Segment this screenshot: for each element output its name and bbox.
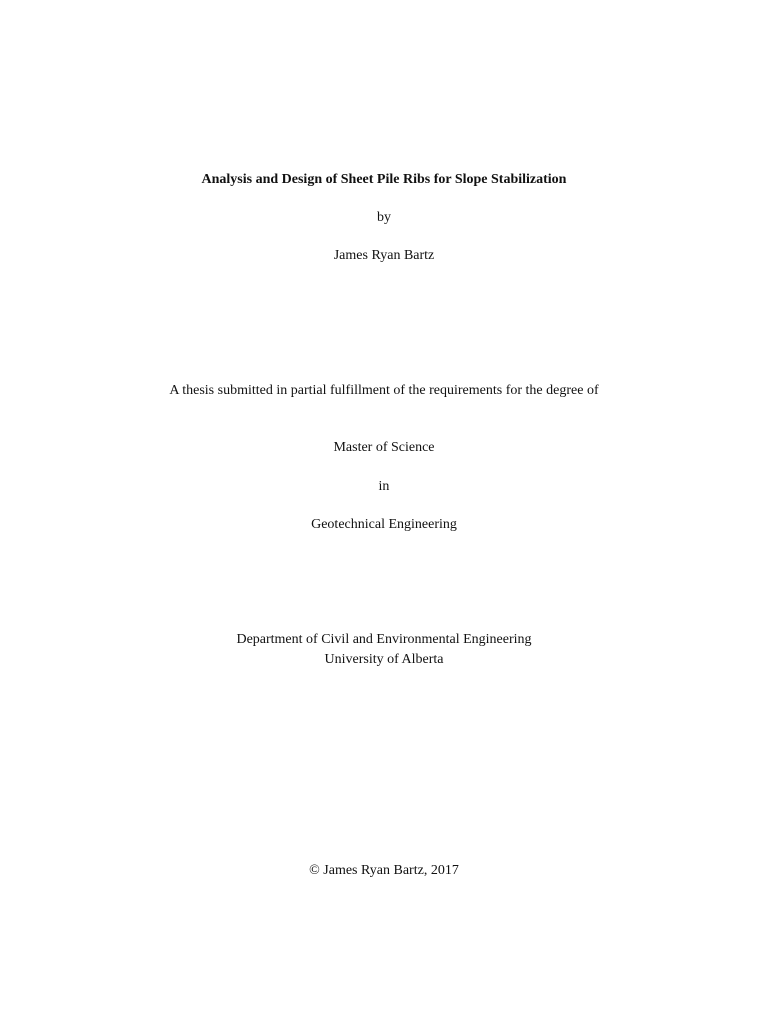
thesis-statement: A thesis submitted in partial fulfillment of the requirements for the degree of xyxy=(169,383,599,398)
degree-name: Master of Science xyxy=(333,440,435,455)
university-name: University of Alberta xyxy=(324,652,444,667)
by-label: by xyxy=(377,210,391,225)
department-name: Department of Civil and Environmental Engineering xyxy=(236,632,532,647)
author-name: James Ryan Bartz xyxy=(333,248,435,263)
thesis-title: Analysis and Design of Sheet Pile Ribs for Slope Stabilization xyxy=(201,172,567,187)
in-label: in xyxy=(378,479,390,494)
field-of-study: Geotechnical Engineering xyxy=(311,517,457,532)
copyright-notice: © James Ryan Bartz, 2017 xyxy=(309,863,459,878)
